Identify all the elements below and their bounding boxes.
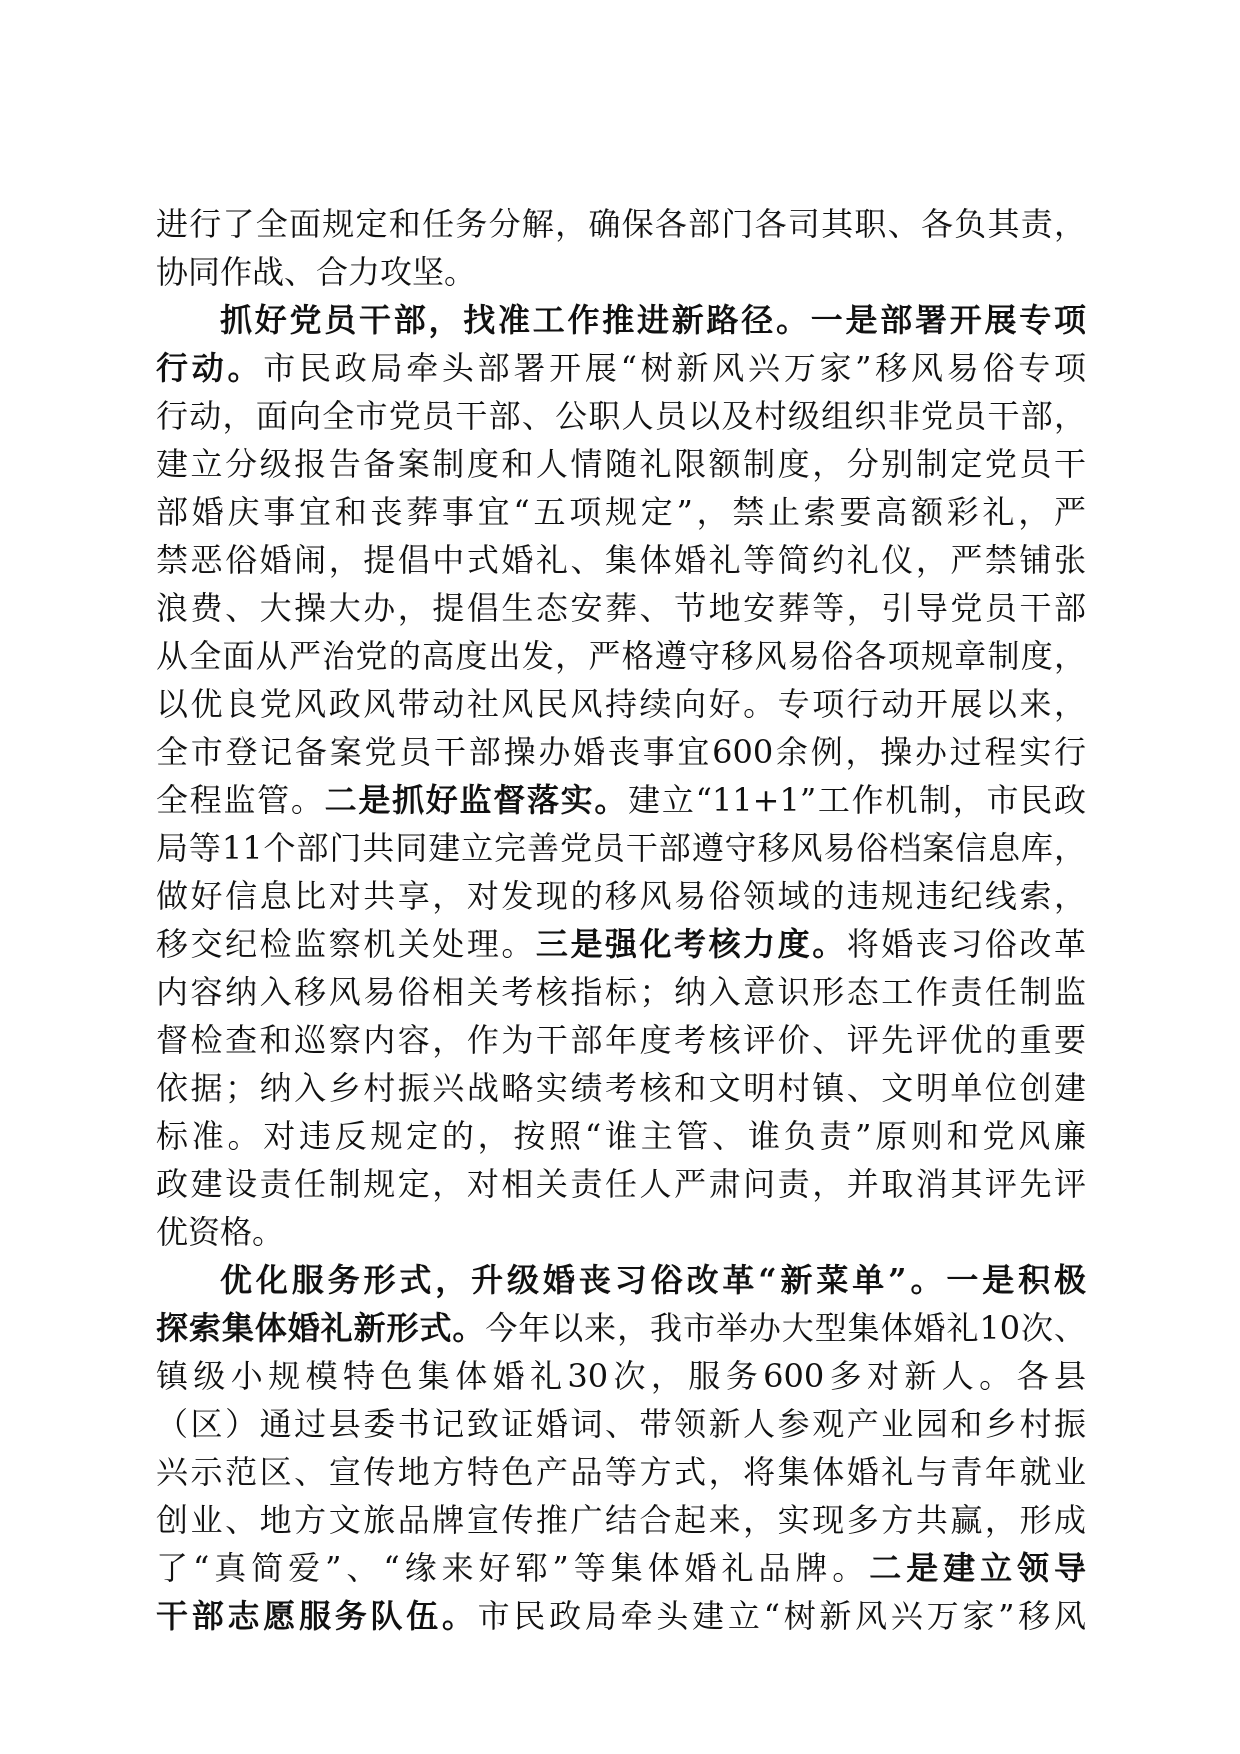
- bold-text-segment: 优化服务形式，升级婚丧习俗改革“新菜单”。一是积极: [220, 1261, 1086, 1299]
- text-line: [156, 1016, 1086, 1064]
- text-line: [156, 1208, 1086, 1256]
- text-line: [156, 728, 1086, 776]
- text-segment: 标准。对违反规定的，按照“谁主管、谁负责”原则和党风廉: [156, 1117, 1086, 1155]
- text-line: [156, 440, 1086, 488]
- text-segment: 全市登记备案党员干部操办婚丧事宜600余例，操办过程实行: [156, 733, 1086, 771]
- text-segment: 镇级小规模特色集体婚礼30次，服务600多对新人。各县: [156, 1357, 1086, 1395]
- bold-text-segment: 行动。: [156, 349, 264, 387]
- text-segment: 市民政局牵头部署开展“树新风兴万家”移风易俗专项: [263, 349, 1086, 387]
- text-line: [156, 872, 1086, 920]
- text-segment: 优资格。: [156, 1213, 285, 1251]
- text-line: [156, 1064, 1086, 1112]
- text-segment: 做好信息比对共享，对发现的移风易俗领域的违规违纪线索，: [156, 877, 1086, 915]
- bold-text-segment: 探索集体婚礼新形式。: [156, 1309, 486, 1347]
- text-line: [156, 776, 1086, 824]
- bold-text-segment: 二是抓好监督落实。: [324, 781, 629, 819]
- bold-text-segment: 二是建立领导: [869, 1549, 1086, 1587]
- text-line: [156, 392, 1086, 440]
- text-segment: 建立分级报告备案制度和人情随礼限额制度，分别制定党员干: [156, 445, 1086, 483]
- text-segment: 进行了全面规定和任务分解，确保各部门各司其职、各负其责，: [156, 205, 1086, 243]
- text-segment: 浪费、大操大办，提倡生态安葬、节地安葬等，引导党员干部: [156, 589, 1086, 627]
- text-line: [156, 680, 1086, 728]
- text-line: [156, 200, 1086, 248]
- document-page: [156, 200, 1086, 1640]
- text-line: [156, 488, 1086, 536]
- text-line: [156, 1112, 1086, 1160]
- text-segment: 政建设责任制规定，对相关责任人严肃问责，并取消其评先评: [156, 1165, 1086, 1203]
- text-segment: 部婚庆事宜和丧葬事宜“五项规定”，禁止索要高额彩礼，严: [156, 493, 1086, 531]
- text-segment: 今年以来，我市举办大型集体婚礼10次、: [485, 1309, 1086, 1347]
- text-segment: 以优良党风政风带动社风民风持续向好。专项行动开展以来，: [156, 685, 1086, 723]
- text-segment: 局等11个部门共同建立完善党员干部遵守移风易俗档案信息库，: [156, 829, 1086, 867]
- text-line: [156, 1496, 1086, 1544]
- text-segment: 移交纪检监察机关处理。: [156, 925, 536, 963]
- text-segment: 创业、地方文旅品牌宣传推广结合起来，实现多方共赢，形成: [156, 1501, 1086, 1539]
- text-line: [156, 1304, 1086, 1352]
- text-line: [156, 1448, 1086, 1496]
- text-segment: 禁恶俗婚闹，提倡中式婚礼、集体婚礼等简约礼仪，严禁铺张: [156, 541, 1086, 579]
- bold-text-segment: 三是强化考核力度。: [535, 925, 847, 963]
- text-line: [156, 1256, 1086, 1304]
- text-line: [156, 1400, 1086, 1448]
- text-line: [156, 920, 1086, 968]
- text-line: [156, 632, 1086, 680]
- text-line: [156, 1160, 1086, 1208]
- text-line: [156, 1544, 1086, 1592]
- text-segment: 全程监管。: [156, 781, 325, 819]
- text-line: [156, 1592, 1086, 1640]
- bold-text-segment: 干部志愿服务队伍。: [156, 1597, 478, 1635]
- text-segment: 协同作战、合力攻坚。: [156, 253, 477, 291]
- text-segment: 从全面从严治党的高度出发，严格遵守移风易俗各项规章制度，: [156, 637, 1086, 675]
- text-line: [156, 344, 1086, 392]
- text-segment: 将婚丧习俗改革: [846, 925, 1086, 963]
- text-line: [156, 1352, 1086, 1400]
- text-line: [156, 584, 1086, 632]
- text-line: [156, 536, 1086, 584]
- bold-text-segment: 抓好党员干部，找准工作推进新路径。一是部署开展专项: [220, 301, 1086, 339]
- text-line: [156, 968, 1086, 1016]
- text-segment: 行动，面向全市党员干部、公职人员以及村级组织非党员干部，: [156, 397, 1086, 435]
- text-segment: 兴示范区、宣传地方特色产品等方式，将集体婚礼与青年就业: [156, 1453, 1086, 1491]
- text-segment: 建立“11+1”工作机制，市民政: [628, 781, 1086, 819]
- text-segment: 督检查和巡察内容，作为干部年度考核评价、评先评优的重要: [156, 1021, 1086, 1059]
- text-line: [156, 296, 1086, 344]
- text-line: [156, 824, 1086, 872]
- text-segment: （区）通过县委书记致证婚词、带领新人参观产业园和乡村振: [156, 1405, 1086, 1443]
- text-segment: 依据；纳入乡村振兴战略实绩考核和文明村镇、文明单位创建: [156, 1069, 1086, 1107]
- text-segment: 市民政局牵头建立“树新风兴万家”移风: [477, 1597, 1086, 1635]
- text-segment: 内容纳入移风易俗相关考核指标；纳入意识形态工作责任制监: [156, 973, 1086, 1011]
- text-segment: 了“真简爱”、“缘来好郓”等集体婚礼品牌。: [156, 1549, 870, 1587]
- text-line: [156, 248, 1086, 296]
